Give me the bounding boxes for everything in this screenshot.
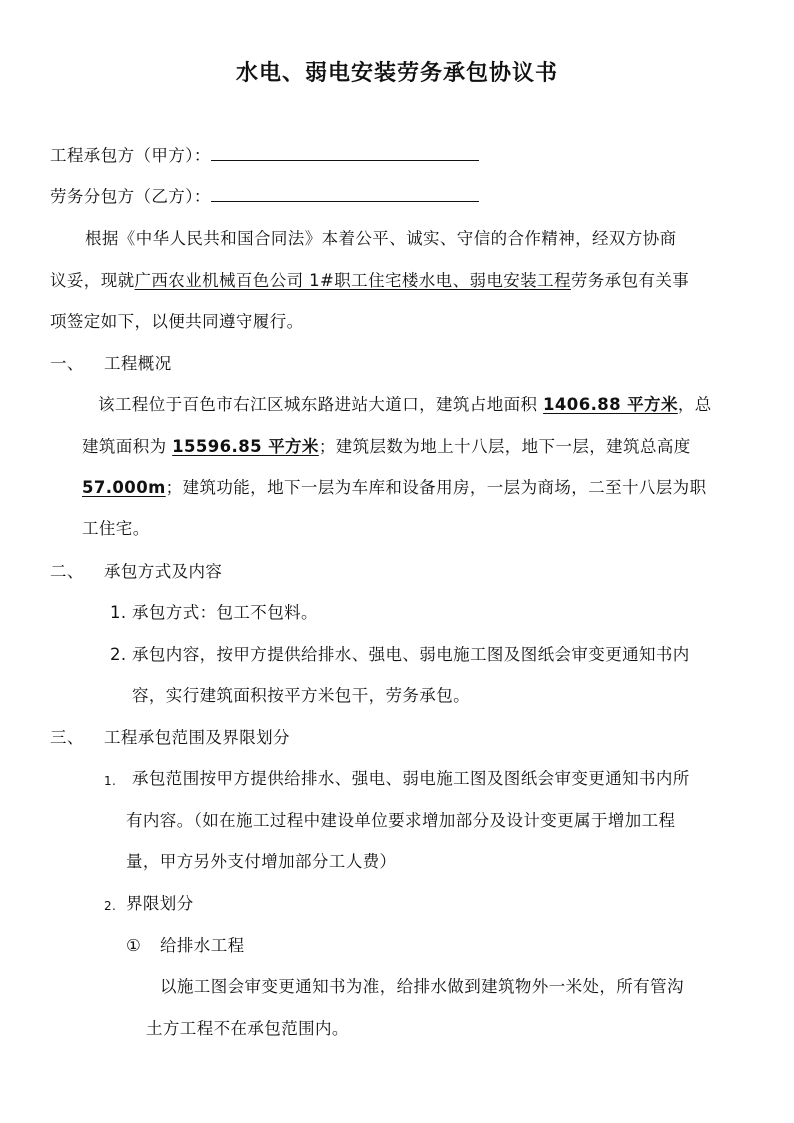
section-2-item-2-line-2: 容，实行建筑面积按平方米包干，劳务承包。 [132, 686, 470, 705]
intro-line-2 [50, 270, 689, 292]
overview-text: ，总 [677, 395, 712, 414]
section-2-item-1-num: 1. [110, 603, 127, 622]
section-3-item-2-num: 2. [104, 899, 117, 913]
overview-text: 建筑面积为 [82, 437, 173, 456]
subsection-line-1: 以施工图会审变更通知书为准，给排水做到建筑物外一米处，所有管沟 [160, 977, 684, 996]
intro-line-3: 项签定如下，以便共同遵守履行。 [50, 312, 304, 331]
party-b-line [50, 185, 479, 208]
party-b-label: 劳务分包方（乙方）： [50, 187, 211, 206]
party-a-line [50, 144, 479, 167]
land-area: 1406.88 平方米 [543, 395, 678, 414]
overview-text: ；建筑层数为地上十八层，地下一层，建筑总高度 [318, 437, 691, 456]
section-3-item-2: 界限划分 [126, 894, 194, 913]
section-1-line-1 [98, 394, 712, 416]
intro-text: 劳务承包有关事 [570, 271, 690, 290]
section-1-line-4: 工住宅。 [82, 519, 150, 538]
party-a-blank[interactable] [211, 144, 479, 161]
party-a-label: 工程承包方（甲方）： [50, 146, 211, 165]
circled-number-1: ① [126, 936, 142, 955]
section-2-num: 二、 [50, 562, 84, 581]
section-3-num: 三、 [50, 728, 84, 747]
intro-line-1: 根据《中华人民共和国合同法》本着公平、诚实、守信的合作精神，经双方协商 [85, 229, 677, 248]
section-2-item-2-line-1: 承包内容，按甲方提供给排水、强电、弱电施工图及图纸会审变更通知书内 [132, 645, 690, 664]
section-1-heading: 工程概况 [104, 354, 172, 373]
overview-text: 该工程位于百色市右江区城东路进站大道口，建筑占地面积 [98, 395, 544, 414]
total-area: 15596.85 平方米 [172, 437, 319, 456]
section-2-item-1: 承包方式：包工不包料。 [132, 603, 318, 622]
section-1-line-2 [82, 436, 691, 458]
section-1-line-3 [82, 477, 706, 499]
project-name: 广西农业机械百色公司 1#职工住宅楼水电、弱电安装工程 [134, 271, 571, 290]
section-3-item-1-line-2: 有内容。（如在施工过程中建设单位要求增加部分及设计变更属于增加工程 [126, 811, 676, 830]
section-2-item-2-num: 2. [110, 645, 127, 664]
section-3-item-1-line-1: 承包范围按甲方提供给排水、强电、弱电施工图及图纸会审变更通知书内所 [132, 769, 690, 788]
intro-text: 议妥，现就 [50, 271, 135, 290]
overview-text: ；建筑功能，地下一层为车库和设备用房，一层为商场，二至十八层为职 [165, 478, 707, 497]
document-title: 水电、弱电安装劳务承包协议书 [235, 61, 558, 86]
section-3-item-1-line-3: 量，甲方另外支付增加部分工人费） [126, 852, 397, 871]
party-b-blank[interactable] [211, 185, 479, 202]
subsection-line-2: 土方工程不在承包范围内。 [146, 1019, 349, 1038]
section-3-item-1-num: 1. [104, 774, 117, 788]
section-1-num: 一、 [50, 354, 84, 373]
building-height: 57.000m [82, 478, 166, 497]
section-2-heading: 承包方式及内容 [104, 562, 223, 581]
subsection-water-supply: 给排水工程 [160, 936, 245, 955]
section-3-heading: 工程承包范围及界限划分 [104, 728, 290, 747]
